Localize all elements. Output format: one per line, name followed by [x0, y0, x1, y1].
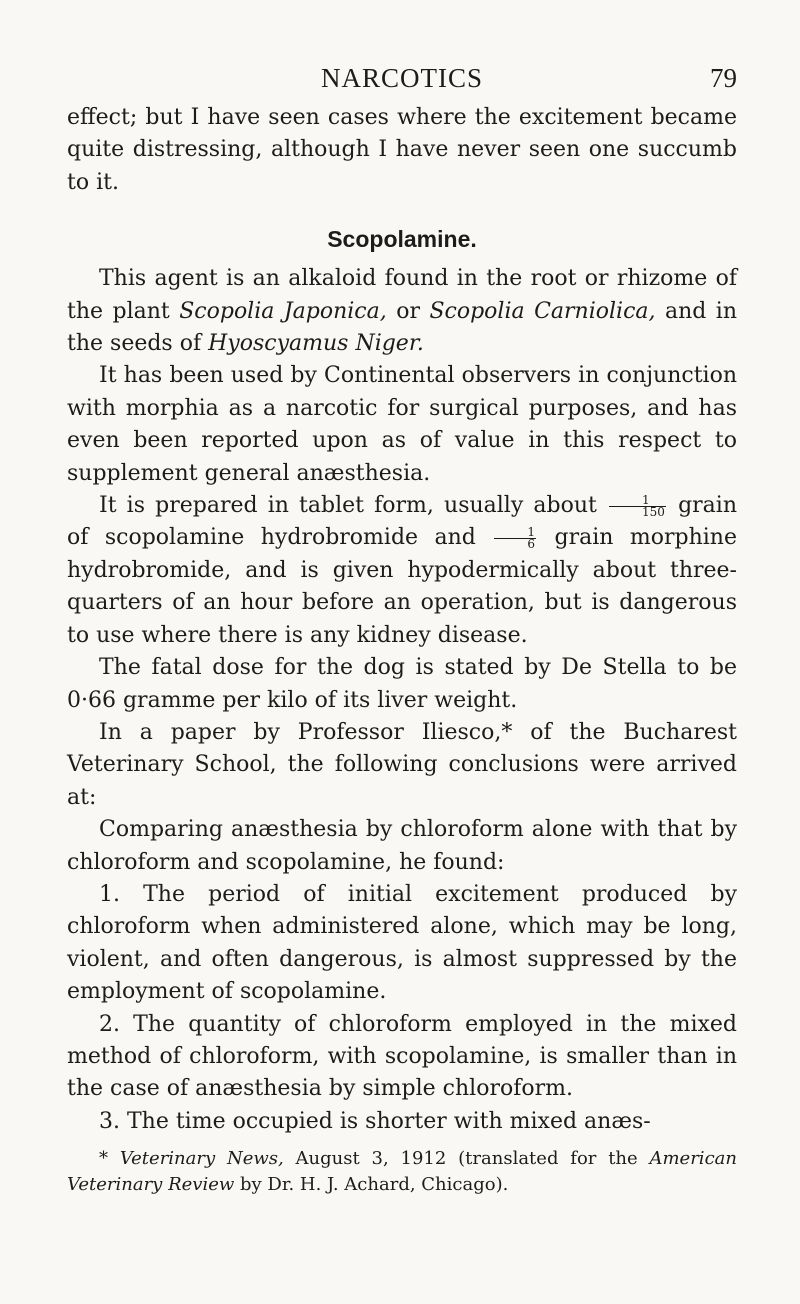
- paragraph-origin: This agent is an alkaloid found in the root or rhizome of the plant Scopolia Japonica, or Scopolia Carniolica, and in the seeds of Hyoscyamus Niger.: [67, 266, 738, 357]
- book-page: [67, 58, 737, 1198]
- fraction-one-hundred-fiftieth: $\frac{1}{150}$: [609, 495, 666, 518]
- conclusion-item-1: 1. The period of initial excitement produced by chloroform when administered alone, which may be long, violent, and often dangerous, is almost suppressed by the employment of scopolamine.: [67, 881, 737, 1005]
- footnote-marker: *: [99, 1148, 120, 1170]
- running-header: [67, 58, 737, 102]
- paragraph-fatal-dose: The fatal dose for the dog is stated by De Stella to be 0·66 gramme per kilo of its liver weight.: [67, 655, 737, 713]
- page-number: 79: [710, 63, 737, 93]
- paragraph-usage: It has been used by Continental observers in conjunction with morphia as a narcotic for surgical purposes, and has even been reported upon as of value in this respect to supplement general anæsthesia.: [67, 363, 737, 486]
- continuation-paragraph: effect; but I have seen cases where the excitement became quite distressing, although I have never seen one succumb to it.: [67, 105, 737, 195]
- paragraph-iliesco: In a paper by Professor Iliesco,* of the Bucharest Veterinary School, the following conclusions were arrived at:: [67, 719, 737, 810]
- section-heading: Scopolamine.: [327, 226, 477, 253]
- footnote: * Veterinary News, August 3, 1912 (translated for the American Veterinary Review by Dr. H. J. Achard, Chicago).: [67, 1148, 737, 1196]
- fraction-one-sixth: $\frac{1}{6}$: [494, 527, 536, 550]
- paragraph-comparison: Comparing anæsthesia by chloroform alone with that by chloroform and scopolamine, he found:: [67, 817, 737, 875]
- paragraph-dosage: It is prepared in tablet form, usually about $\frac{1}{150}$ grain of scopolamine hydrobromide and $\frac{1}{6}$ grain morphine hydrobromide, and is given hypodermically about three-quarters of an hour before an operation, but is dangerous to use where there is any kidney disease.: [67, 492, 737, 648]
- running-title: NARCOTICS: [320, 63, 484, 93]
- conclusion-item-2: 2. The quantity of chloroform employed in the mixed method of chloroform, with scopolamine, is smaller than in the case of anæsthesia by simple chloroform.: [67, 1011, 737, 1102]
- body-text: [67, 102, 737, 1138]
- conclusion-item-3: 3. The time occupied is shorter with mixed anæs-: [99, 1108, 651, 1134]
